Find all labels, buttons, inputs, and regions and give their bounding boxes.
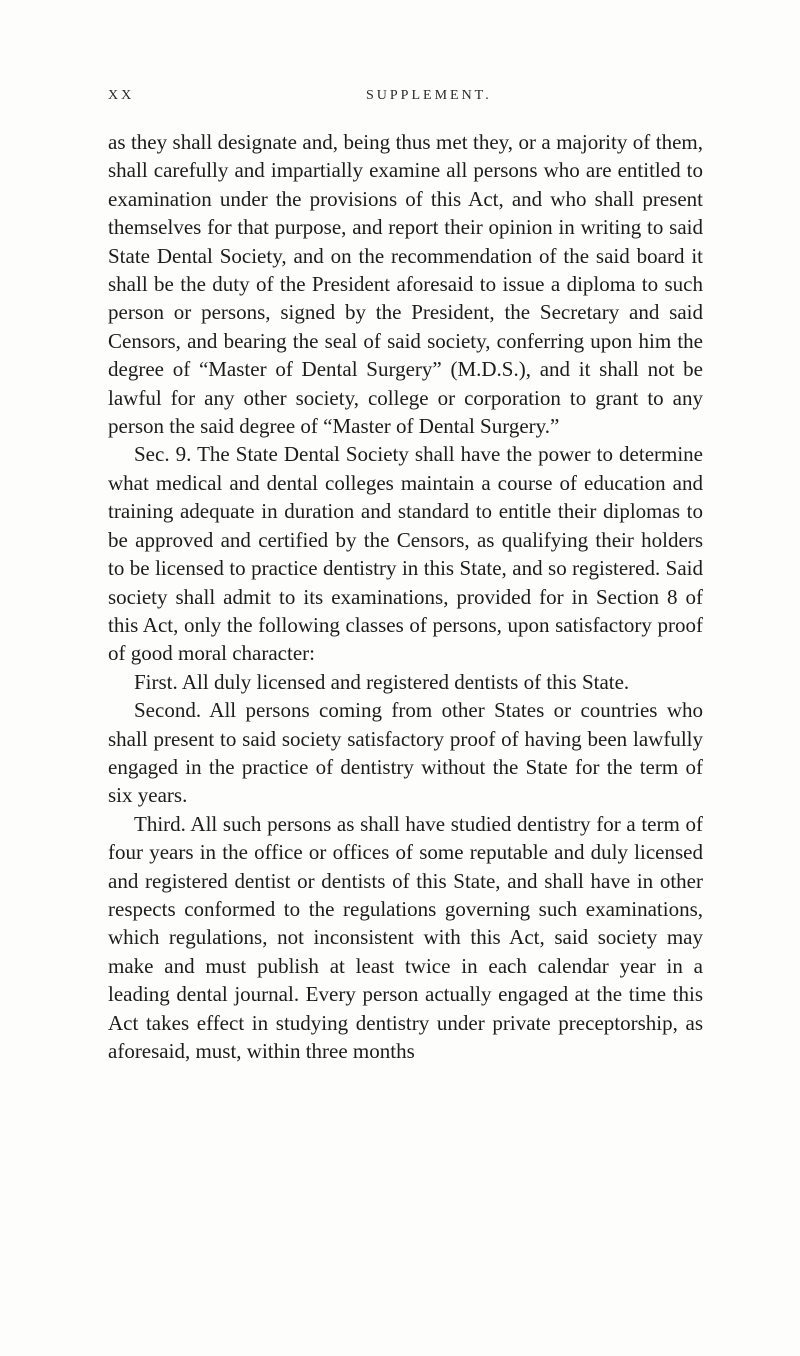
paragraph-section-9: Sec. 9. The State Dental Society shall have the power to determine what medical and dental colleges maintain a course of education and training adequate in duration and standard to entitle their diplomas to be approved and certified by the Censors, as qualifying their holders to be licensed to practice dentistry in this State, and so registered. Said society shall admit to its examinations, provided for in Section 8 of this Act, only the following classes of persons, upon satisfactory proof of good moral character:	[108, 442, 703, 666]
paragraph-first-class: First. All duly licensed and registered dentists of this State.	[134, 669, 630, 694]
paragraph-continuation: as they shall designate and, being thus met they, or a majority of them, shall carefully and impartially examine all persons who are entitled to examination under the provisions of this Act, and who shall present themselves for that purpose, and report their opinion in writing to said State Dental Society, and on the recommendation of the said board it shall be the duty of the President aforesaid to issue a diploma to such person or persons, signed by the President, the Secretary and said Censors, and bearing the seal of said society, conferring upon him the degree of “Master of Dental Surgery” (M.D.S.), and it shall not be lawful for any other society, college or corporation to grant to any person the said degree of “Master of Dental Surgery.”	[108, 130, 703, 439]
page-number: XX	[108, 88, 135, 103]
running-title: SUPPLEMENT.	[366, 88, 492, 103]
running-head	[108, 88, 698, 110]
body-text	[108, 128, 703, 1065]
paragraph-third-class: Third. All such persons as shall have studied dentistry for a term of four years in the office or offices of some reputable and duly licensed and registered dentist or dentists of this State, and shall have in other respects conformed to the regulations governing such examinations, which regulations, not inconsistent with this Act, said society may make and must publish at least twice in each calendar year in a leading dental journal. Every person actually engaged at the time this Act takes effect in studying dentistry under private preceptorship, as aforesaid, must, within three months	[108, 811, 703, 1063]
paragraph-second-class: Second. All persons coming from other States or countries who shall present to said society satisfactory proof of having been lawfully engaged in the practice of dentistry without the State for the term of six years.	[108, 698, 703, 808]
